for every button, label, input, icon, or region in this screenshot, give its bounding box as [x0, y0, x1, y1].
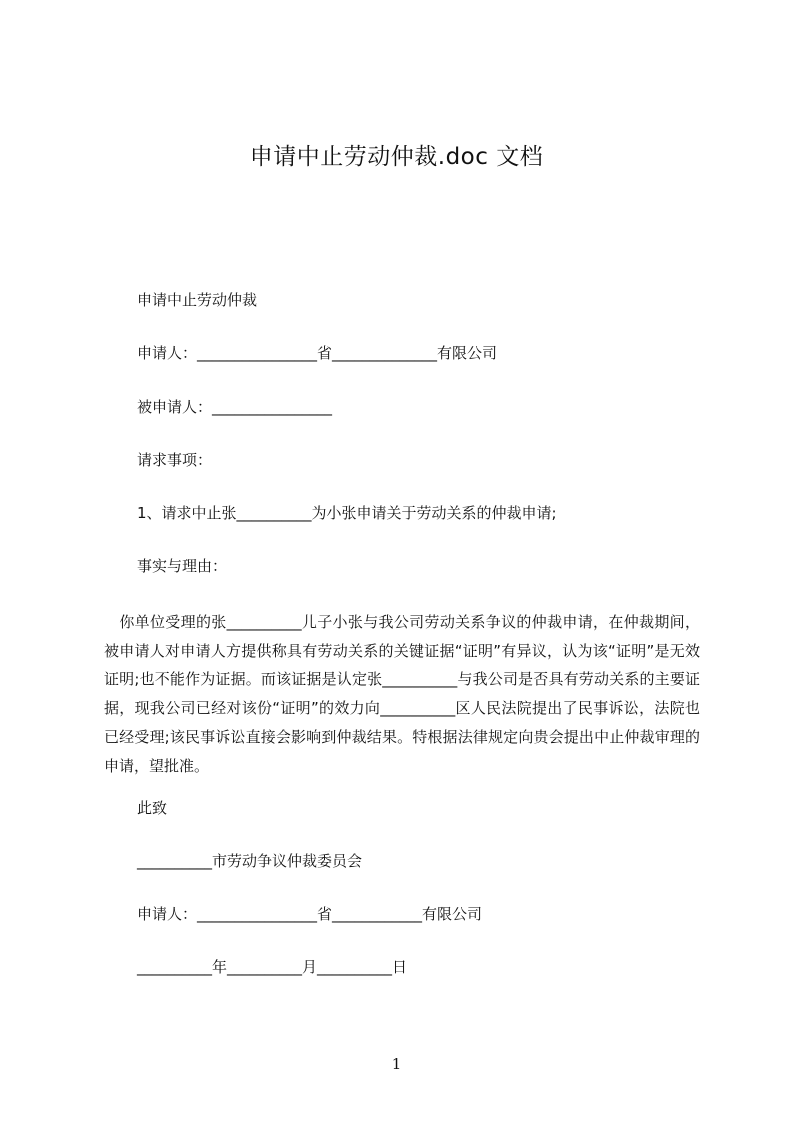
signature-applicant: 申请人：________________省____________有限公司	[137, 905, 483, 923]
request-item-1: 1、请求中止张__________为小张申请关于劳动关系的仲裁申请;	[137, 504, 557, 522]
date-line: __________年__________月__________日	[137, 958, 408, 976]
applicant-line: 申请人：________________省______________有限公司	[137, 344, 498, 362]
closing: 此致	[137, 799, 168, 817]
respondent-line: 被申请人：________________	[137, 398, 333, 416]
facts-heading: 事实与理由：	[137, 557, 228, 575]
page-number: 1	[391, 1055, 402, 1073]
request-heading: 请求事项：	[137, 451, 213, 469]
recipient: __________市劳动争议仲裁委员会	[137, 852, 363, 870]
facts-body: 你单位受理的张__________儿子小张与我公司劳动关系争议的仲裁申请，在仲裁期间，被申请人对申请人方提供称具有劳动关系的关键证据“证明”有异议，认为该“证明”是无效证明;也不能作为证据。而该证据是认定张__________与我公司是否具有劳动关系的主要证据，现我公司已经对该份“证明”的效力向__________区人民法院提出了民事诉讼，法院也已经受理;该民事诉讼直接会影响到仲裁结果。特根据法律规定向贵会提出中止仲裁审理的申请，望批准。	[104, 613, 700, 775]
document-title: 申请中止劳动仲裁.doc 文档	[249, 144, 544, 170]
document-heading: 申请中止劳动仲裁	[137, 291, 258, 309]
